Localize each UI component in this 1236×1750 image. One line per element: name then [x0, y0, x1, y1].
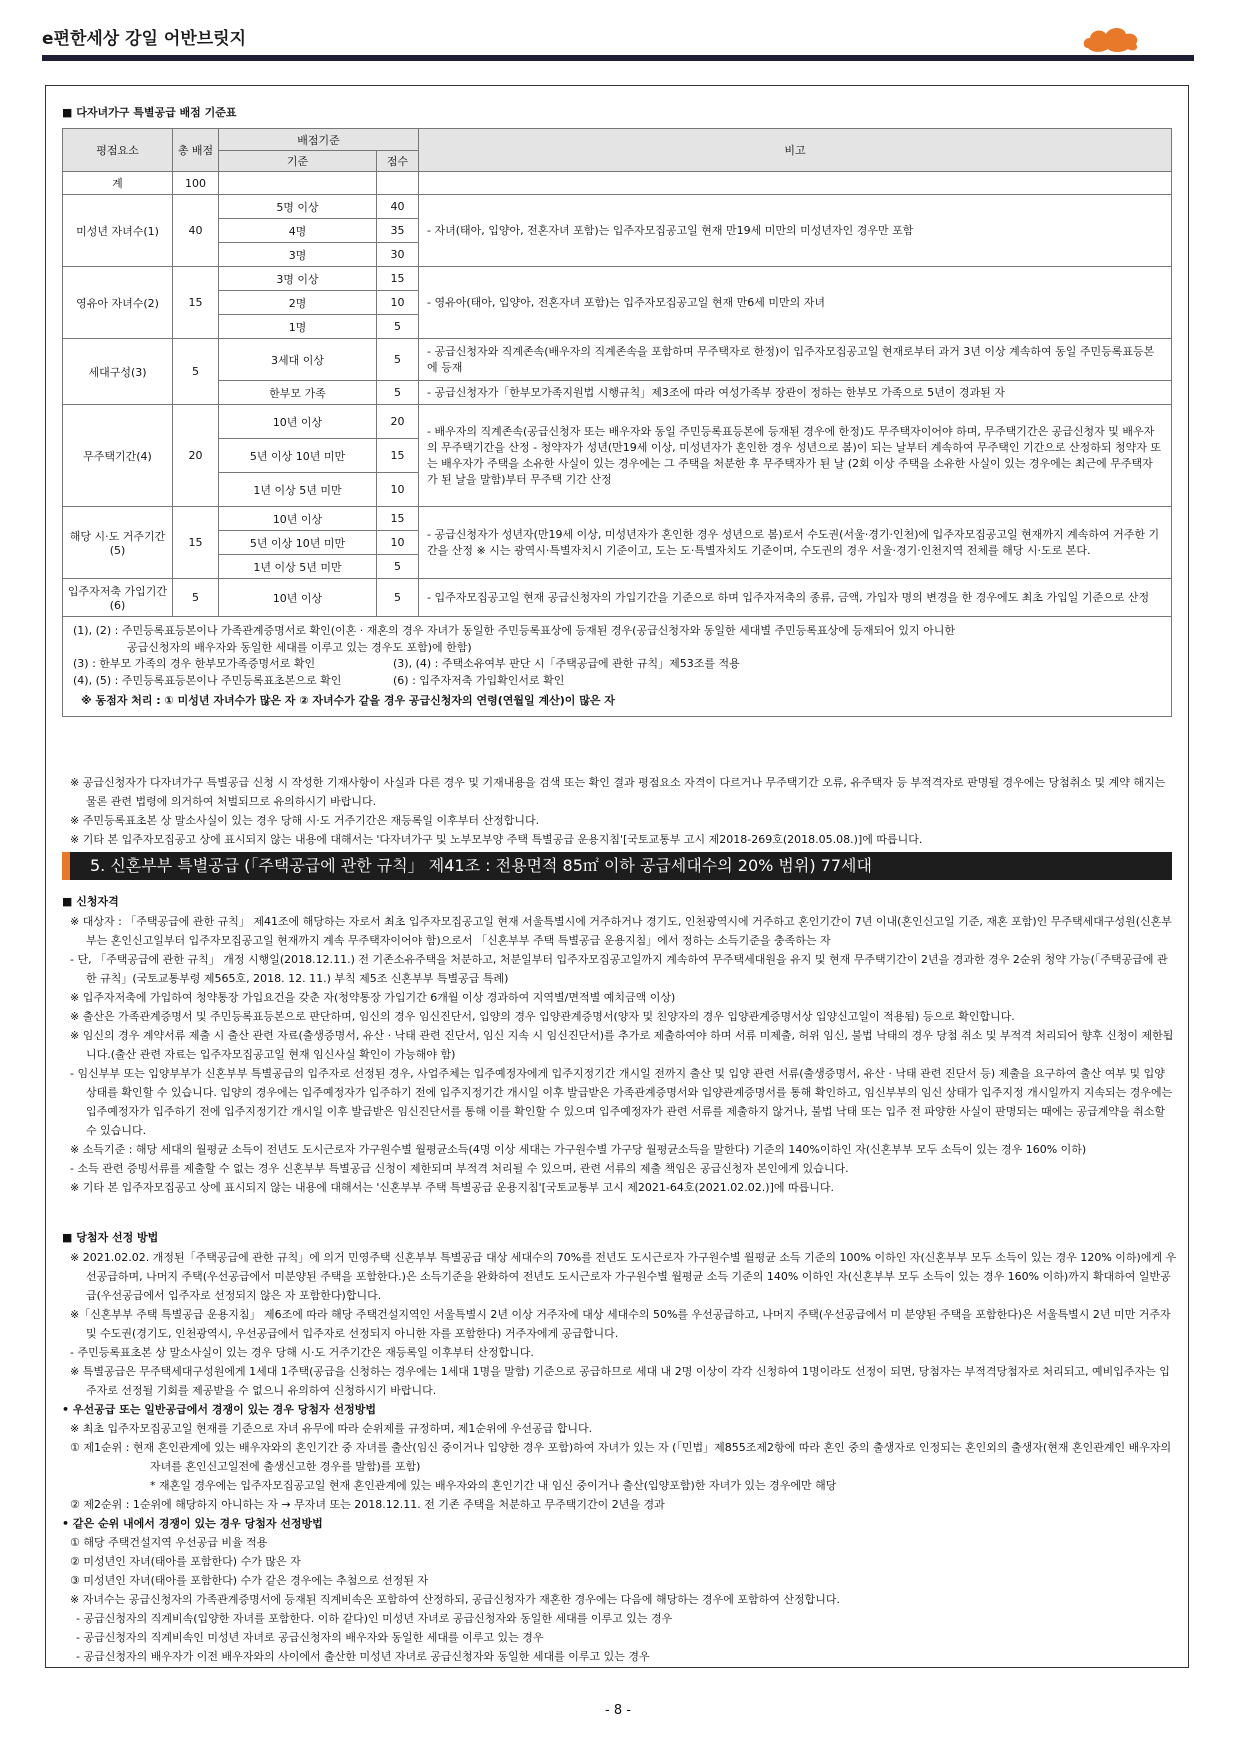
text-line: ※ 대상자 : 「주택공급에 관한 규칙」 제41조에 해당하는 자로서 최초 입주자모집공고일 현재 서울특별시에 거주하거나 경기도, 인천광역시에 거주하고 혼인기간이 7년 이내(혼인신고일 기준, 재혼 포함)인 무주택세대구성원(신혼부부는 혼인신고일부터 입주자모집공고일 현재까지 계속 무주택자이어야 함)으로서 「신혼부부 주택 특별공급 운용지침」에서 정하는 소득기준을 충족하는 자	[70, 915, 1172, 947]
col-note: 비고	[419, 129, 1172, 172]
header-divider	[42, 55, 1194, 61]
note-cell: - 공급신청자가「한부모가족지원법 시행규칙」제3조에 따라 여성가족부 장관이 정하는 한부모 가족으로 5년이 경과된 자	[419, 381, 1172, 405]
item-cell: 미성년 자녀수(1)	[63, 195, 173, 267]
total-cell: 40	[173, 195, 219, 267]
note-line: (1), (2) : 주민등록표등본이나 가족관계증명서로 확인(이혼 · 재혼의 경우 자녀가 동일한 주민등록표상에 등재된 경우(공급신청자와 동일한 세대별 주민등록표상에 등재되어 있지 아니한	[73, 624, 955, 637]
text-line: - 소득 관련 증빙서류를 제출할 수 없는 경우 신혼부부 특별공급 신청이 제한되며 부적격 처리될 수 있으며, 관련 서류의 제출 책임은 공급신청자 본인에게 있습니다.	[70, 1162, 849, 1175]
page-number: - 8 -	[605, 1703, 631, 1718]
score-cell: 10	[377, 531, 419, 555]
section5-banner	[62, 852, 1172, 880]
tie-break-rule: ※ 동점자 처리 : ① 미성년 자녀수가 많은 자 ② 자녀수가 같을 경우 공급신청자의 연령(연월일 계산)이 많은 자	[81, 694, 615, 707]
score-table	[62, 128, 1172, 717]
col-score: 점수	[377, 151, 419, 172]
score-cell: 10	[377, 291, 419, 315]
std-cell: 1년 이상 5년 미만	[219, 473, 377, 507]
std-cell: 5년 이상 10년 미만	[219, 531, 377, 555]
text-line: ② 제2순위 : 1순위에 해당하지 아니하는 자 → 무자녀 또는 2018.12.11. 전 기존 주택을 처분하고 무주택기간이 2년을 경과	[70, 1498, 665, 1511]
total-cell: 15	[173, 507, 219, 579]
score-cell: 15	[377, 439, 419, 473]
text-line: ※ 소득기준 : 해당 세대의 월평균 소득이 전년도 도시근로자 가구원수별 월평균소득(4명 이상 세대는 가구원수별 가구당 월평균소득을 말한다) 기준의 140%이하인 자(신혼부부 모두 소득이 있는 경우 160% 이하)	[70, 1143, 1087, 1156]
note-cell: - 영유아(태아, 입양아, 전혼자녀 포함)는 입주자모집공고일 현재 만6세 미만의 자녀	[419, 267, 1172, 339]
selection-title: ■ 당첨자 선정 방법	[62, 1229, 158, 1245]
score-cell: 15	[377, 507, 419, 531]
note-line: ※ 주민등록표초본 상 말소사실이 있는 경우 당해 시·도 거주기간은 재등록일 이후부터 산정합니다.	[70, 814, 540, 827]
text-line: - 임신부부 또는 입양부부가 신혼부부 특별공급의 입주자로 선정된 경우, 사업주체는 입주예정자에게 입주지정기간 개시일 전까지 출산 및 입양 관련 서류(출생증명서, 유산 · 낙태 관련 진단서 등) 제출을 요구하여 출산 여부 및 입양 상태를 확인할 수 있습니다. 입양의 경우에는 입주예정자가 입주하기 전에 입주지정기간 개시일 이후 발급받은 가족관계증명서와 입양관계증명서를 통해 확인하고, 임신부부의 임신 상태가 입주지정 개시일까지 지속되는 경우에는 입주예정자가 입주하기 전에 입주지정기간 개시일 이후 발급받은 임신진단서를 통해 이를 확인할 수 있으며 입주예정자가 관련 서류를 제출하지 않거나, 불법 낙태 또는 입주 전 파양한 사실이 판명되는 때에는 공급계약을 취소할 수 있습니다.	[70, 1067, 1173, 1137]
total-label: 계	[63, 172, 173, 195]
text-line: ※「신혼부부 주택 특별공급 운용지침」 제6조에 따라 해당 주택건설지역인 서울특별시 2년 이상 거주자에 대상 세대수의 50%를 우선공급하고, 나머지 주택(우선공급에서 미 분양된 주택을 포함한다)은 서울특별시 2년 미만 거주자 및 수도권(경기도, 인천광역시, 우선공급에서 입주자로 선정되지 아니한 자를 포함한다) 거주자에게 공급합니다.	[70, 1308, 1171, 1340]
score-cell: 10	[377, 473, 419, 507]
note-line: (6) : 입주자저축 가입확인서로 확인	[393, 673, 565, 687]
after-notes	[62, 773, 1177, 849]
subheading: • 같은 순위 내에서 경쟁이 있는 경우 당첨자 선정방법	[62, 1517, 323, 1530]
note-line: ※ 기타 본 입주자모집공고 상에 표시되지 않는 내용에 대해서는 '다자녀가구 및 노부모부양 주택 특별공급 운용지침'[국토교통부 고시 제2018-269호(2018.05.08.)]에 따릅니다.	[70, 833, 923, 846]
note-cell: - 입주자모집공고일 현재 공급신청자의 가입기간을 기준으로 하며 입주자저축의 종류, 금액, 가입자 명의 변경을 한 경우에도 최초 가입일 기준으로 산정	[419, 579, 1172, 617]
score-cell: 40	[377, 195, 419, 219]
note-line: (3), (4) : 주택소유여부 판단 시「주택공급에 관한 규칙」제53조를 적용	[393, 657, 740, 670]
score-section-title: ■ 다자녀가구 특별공급 배점 기준표	[62, 104, 237, 120]
total-cell: 5	[173, 339, 219, 405]
note-line: 공급신청자의 배우자와 동일한 세대를 이루고 있는 경우도 포함)에 한함)	[127, 640, 472, 654]
std-cell: 5명 이상	[219, 195, 377, 219]
section5-title: 5. 신혼부부 특별공급 (「주택공급에 관한 규칙」 제41조 : 전용면적 85㎡ 이하 공급세대수의 20% 범위) 77세대	[90, 856, 872, 875]
std-cell: 한부모 가족	[219, 381, 377, 405]
brand-logo-icon	[1082, 24, 1142, 54]
std-cell: 10년 이상	[219, 507, 377, 531]
text-line: ※ 최초 입주자모집공고일 현재를 기준으로 자녀 유무에 따라 순위제를 규정하며, 제1순위에 우선공급 합니다.	[70, 1422, 593, 1435]
item-cell: 무주택기간(4)	[63, 405, 173, 507]
col-total: 총 배점	[173, 129, 219, 172]
std-cell: 4명	[219, 219, 377, 243]
text-line: - 주민등록표초본 상 말소사실이 있는 경우 당해 시·도 거주기간은 재등록일 이후부터 산정합니다.	[70, 1346, 534, 1359]
text-line: - 공급신청자의 직계비속(입양한 자녀를 포함한다. 이하 같다)인 미성년 자녀로 공급신청자와 동일한 세대를 이루고 있는 경우	[76, 1612, 673, 1625]
note-line: (4), (5) : 주민등록표등본이나 주민등록표초본으로 확인	[73, 673, 342, 687]
note-cell: - 자녀(태아, 입양아, 전혼자녀 포함)는 입주자모집공고일 현재 만19세 미만의 미성년자인 경우만 포함	[419, 195, 1172, 267]
col-item: 평점요소	[63, 129, 173, 172]
note-line: (3) : 한부모 가족의 경우 한부모가족증명서로 확인	[73, 657, 316, 670]
qualification-body	[62, 912, 1177, 1197]
std-cell: 1년 이상 5년 미만	[219, 555, 377, 579]
score-cell: 5	[377, 381, 419, 405]
std-cell: 1명	[219, 315, 377, 339]
note-cell: - 배우자의 직계존속(공급신청자 또는 배우자와 동일 주민등록표등본에 등재된 경우에 한정)도 무주택자이어야 하며, 무주택기간은 공급신청자 및 배우자의 무주택기간을 산정 - 청약자가 성년(만19세 이상, 미성년자가 혼인한 경우 성년으로 봄)이 되는 날부터 계속하여 무주택인 기간으로 산정하되 청약자 또는 배우자가 주택을 소유한 사실이 있는 경우에는 그 주택을 처분한 후 무주택자가 된 날 (2회 이상 주택을 소유한 사실이 있는 경우에는 최근에 무주택자가 된 날을 말함)부터 무주택 기간 산정	[419, 405, 1172, 507]
col-std: 기준	[219, 151, 377, 172]
text-line: ※ 출산은 가족관계증명서 및 주민등록표등본으로 판단하며, 임신의 경우 임신진단서, 입양의 경우 입양관계증명서(양자 및 친양자의 경우 입양관계증명서상 입양신고일이 적용됨) 등으로 확인합니다.	[70, 1010, 1015, 1023]
std-cell: 10년 이상	[219, 405, 377, 439]
text-line: ③ 미성년인 자녀(태아를 포함한다) 수가 같은 경우에는 추첨으로 선정된 자	[70, 1574, 429, 1587]
score-cell: 5	[377, 339, 419, 381]
std-cell: 2명	[219, 291, 377, 315]
note-cell: - 공급신청자와 직계존속(배우자의 직계존속을 포함하며 무주택자로 한정)이 입주자모집공고일 현재로부터 과거 3년 이상 계속하여 동일 주민등록표등본에 등재	[419, 339, 1172, 381]
score-cell: 20	[377, 405, 419, 439]
score-cell: 5	[377, 579, 419, 617]
std-cell: 3세대 이상	[219, 339, 377, 381]
item-cell: 해당 시·도 거주기간(5)	[63, 507, 173, 579]
std-cell: 10년 이상	[219, 579, 377, 617]
header-title: e편한세상 강일 어반브릿지	[42, 29, 247, 49]
text-line: ※ 특별공급은 무주택세대구성원에게 1세대 1주택(공급을 신청하는 경우에는 1세대 1명을 말함) 기준으로 공급하므로 세대 내 2명 이상이 각각 신청하여 1명이라도 선정이 되면, 당첨자는 부적격당첨자로 처리되고, 예비입주자는 입주자로 선정될 기회를 제공받을 수 없으니 유의하여 신청하시기 바랍니다.	[70, 1365, 1170, 1397]
score-cell: 15	[377, 267, 419, 291]
score-cell: 35	[377, 219, 419, 243]
total-cell: 5	[173, 579, 219, 617]
text-line: - 단, 「주택공급에 관한 규칙」 개정 시행일(2018.12.11.) 전 기존소유주택을 처분하고, 처분일부터 입주자모집공고일까지 계속하여 무주택세대원을 유지 및 현재 무주택기간이 2년을 경과한 경우 2순위 청약 가능(「주택공급에 관한 규칙」(국토교통부령 제565호, 2018. 12. 11.) 부칙 제5조 신혼부부 특별공급 특례)	[70, 953, 1168, 985]
item-cell: 입주자저축 가입기간(6)	[63, 579, 173, 617]
std-cell: 3명 이상	[219, 267, 377, 291]
text-line: ※ 임신의 경우 계약서류 제출 시 출산 관련 자료(출생증명서, 유산 · 낙태 관련 진단서, 임신 지속 시 임신진단서)를 추가로 제출하여야 하며 서류 미제출, 허위 임신, 불법 낙태의 경우 당첨 취소 및 부적격 처리되어 향후 신청이 제한됩니다.(출산 관련 자료는 입주자모집공고일 현재 임신사실 확인이 가능해야 함)	[70, 1029, 1174, 1061]
note-cell: - 공급신청자가 성년자(만19세 이상, 미성년자가 혼인한 경우 성년으로 봄)로서 수도권(서울·경기·인천)에 입주자모집공고일 현재까지 계속하여 거주한 기간을 산정 ※ 시는 광역시·특별자치시 기준이고, 도는 도·특별자치도 기준이며, 수도권의 경우 서울·경기·인천지역 전체를 해당 시·도로 본다.	[419, 507, 1172, 579]
total-value: 100	[173, 172, 219, 195]
banner-accent	[62, 852, 70, 880]
subheading: • 우선공급 또는 일반공급에서 경쟁이 있는 경우 당첨자 선정방법	[62, 1403, 376, 1416]
score-cell: 30	[377, 243, 419, 267]
table-notes	[63, 617, 1172, 717]
text-line: ① 제1순위 : 현재 혼인관계에 있는 배우자와의 혼인기간 중 자녀를 출산(임신 중이거나 입양한 경우 포함)하여 자녀가 있는 자 (「민법」제855조제2항에 따라 혼인 중의 출생자로 인정되는 혼인외의 출생자(현재 혼인관계인 배우자의 자녀를 혼인신고일전에 출생신고한 경우를 말함)를 포함)	[70, 1441, 1172, 1473]
text-line: ※ 입주자저축에 가입하여 청약통장 가입요건을 갖춘 자(청약통장 가입기간 6개월 이상 경과하여 지역별/면적별 예치금액 이상)	[70, 991, 676, 1004]
text-line: ※ 기타 본 입주자모집공고 상에 표시되지 않는 내용에 대해서는 '신혼부부 주택 특별공급 운용지침'[국토교통부 고시 제2021-64호(2021.02.02.)]에 따릅니다.	[70, 1181, 834, 1194]
qualification-title: ■ 신청자격	[62, 893, 119, 909]
col-criteria: 배점기준	[219, 129, 419, 151]
std-cell: 5년 이상 10년 미만	[219, 439, 377, 473]
total-cell: 15	[173, 267, 219, 339]
item-cell: 세대구성(3)	[63, 339, 173, 405]
text-line: ② 미성년인 자녀(태아를 포함한다) 수가 많은 자	[70, 1555, 301, 1568]
text-line: ※ 2021.02.02. 개정된「주택공급에 관한 규칙」에 의거 민영주택 신혼부부 특별공급 대상 세대수의 70%를 전년도 도시근로자 가구원수별 월평균 소득 기준의 100% 이하인 자(신혼부부 모두 소득이 있는 경우 120% 이하)에게 우선공급하며, 나머지 주택(우선공급에서 미분양된 주택을 포함한다.)은 소득기준을 완화하여 전년도 도시근로자 가구원수별 월평균 소득 기준의 140% 이하인 자(신혼부부 모두 소득이 있는 경우 160% 이하)까지 확대하여 일반공급(우선공급에서 입주자로 선정되지 않은 자 포함한다)합니다.	[70, 1251, 1177, 1302]
text-line: ※ 자녀수는 공급신청자의 가족관계증명서에 등재된 직계비속은 포함하여 산정하되, 공급신청자가 재혼한 경우에는 다음에 해당하는 경우에 포함하여 산정합니다.	[70, 1593, 840, 1606]
text-line: ① 해당 주택건설지역 우선공급 비율 적용	[70, 1536, 268, 1549]
text-line: - 공급신청자의 직계비속인 미성년 자녀로 공급신청자의 배우자와 동일한 세대를 이루고 있는 경우	[76, 1631, 544, 1644]
score-cell: 5	[377, 315, 419, 339]
score-cell: 5	[377, 555, 419, 579]
text-line: - 공급신청자의 배우자가 이전 배우자와의 사이에서 출산한 미성년 자녀로 공급신청자와 동일한 세대를 이루고 있는 경우	[76, 1650, 650, 1663]
item-cell: 영유아 자녀수(2)	[63, 267, 173, 339]
std-cell: 3명	[219, 243, 377, 267]
text-line: * 재혼일 경우에는 입주자모집공고일 현재 혼인관계에 있는 배우자와의 혼인기간 내 임신 중이거나 출산(입양포함)한 자녀가 있는 경우에만 해당	[150, 1479, 837, 1492]
selection-body	[62, 1248, 1177, 1666]
total-cell: 20	[173, 405, 219, 507]
note-line: ※ 공급신청자가 다자녀가구 특별공급 신청 시 작성한 기재사항이 사실과 다른 경우 및 기재내용을 검색 또는 확인 결과 평점요소 자격이 다르거나 무주택기간 오류, 유주택자 등 부적격자로 판명될 경우에는 당첨취소 및 계약 해지는 물론 관련 법령에 의거하여 처벌되므로 유의하시기 바랍니다.	[70, 776, 1166, 808]
